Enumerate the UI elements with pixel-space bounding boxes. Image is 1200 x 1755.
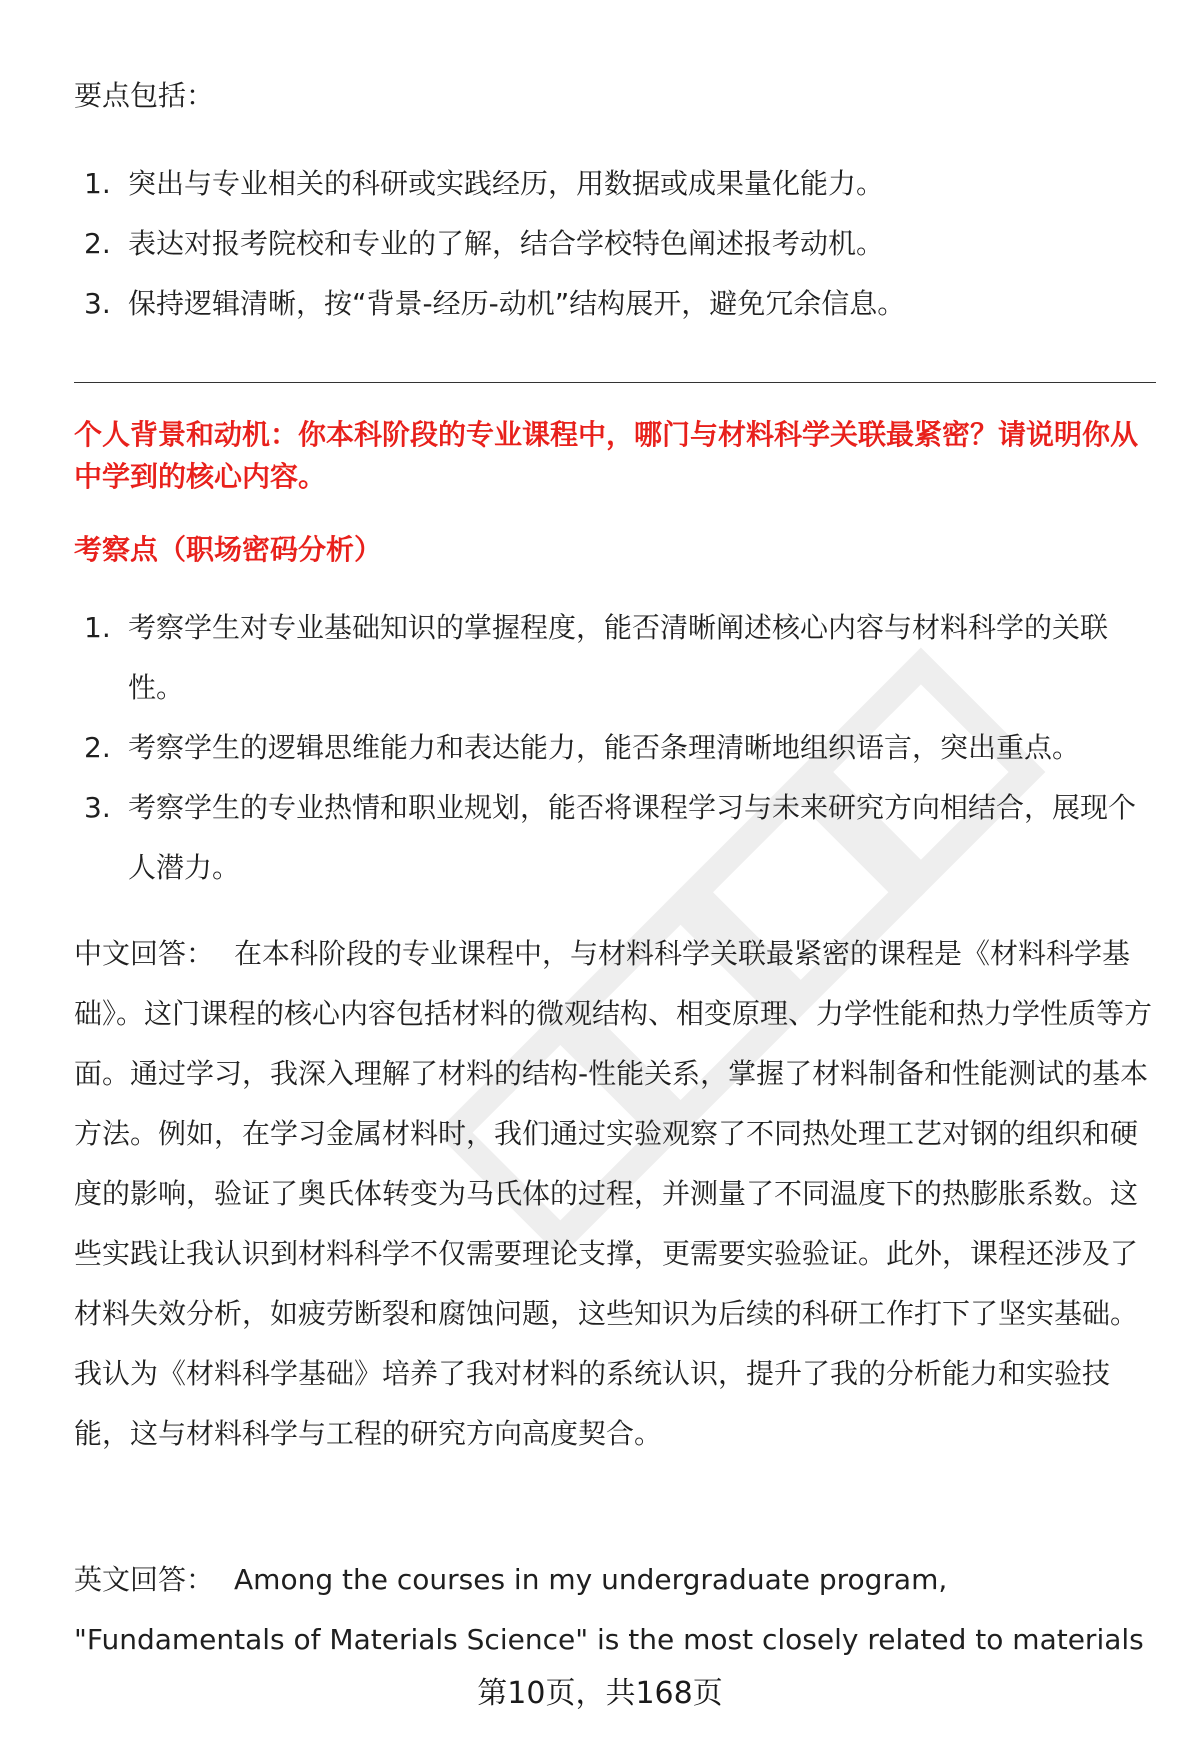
list-text: 突出与专业相关的科研或实践经历，用数据或成果量化能力。	[128, 167, 885, 200]
list-number: 1.	[84, 611, 111, 644]
chinese-answer	[74, 924, 1156, 1464]
list-text: 考察学生的逻辑思维能力和表达能力，能否条理清晰地组织语言，突出重点。	[128, 731, 1081, 764]
list-text: 保持逻辑清晰，按“背景-经历-动机”结构展开，避免冗余信息。	[128, 287, 906, 320]
exam-points-heading: 考察点（职场密码分析）	[74, 533, 383, 566]
list-number: 3.	[84, 287, 111, 320]
list-number: 3.	[84, 791, 111, 824]
chinese-answer-text: 在本科阶段的专业课程中，与材料科学关联最紧密的课程是《材料科学基础》。这门课程的核心内容包括材料的微观结构、相变原理、力学性能和热力学性质等方面。通过学习，我深入理解了材料的结构-性能关系，掌握了材料制备和性能测试的基本方法。例如，在学习金属材料时，我们通过实验观察了不同热处理工艺对钢的组织和硬度的影响，验证了奥氏体转变为马氏体的过程，并测量了不同温度下的热膨胀系数。这些实践让我认识到材料科学不仅需要理论支撑，更需要实验验证。此外，课程还涉及了材料失效分析，如疲劳断裂和腐蚀问题，这些知识为后续的科研工作打下了坚实基础。我认为《材料科学基础》培养了我对材料的系统认识，提升了我的分析能力和实验技能，这与材料科学与工程的研究方向高度契合。	[74, 937, 1153, 1450]
list-text: 表达对报考院校和专业的了解，结合学校特色阐述报考动机。	[128, 227, 885, 260]
chinese-answer-label: 中文回答：	[74, 937, 215, 970]
page-footer: 第10页，共168页	[477, 1676, 723, 1711]
intro-text: 要点包括：	[74, 79, 215, 112]
english-answer-text: Among the courses in my undergraduate program, "Fundamentals of Materials Science" is the most closely related to materials	[74, 1563, 1144, 1656]
section-divider	[74, 382, 1156, 383]
exam-points-list	[74, 598, 1156, 898]
list-item	[74, 778, 1156, 898]
list-item	[74, 718, 1156, 778]
list-number: 1.	[84, 167, 111, 200]
document-page	[74, 0, 1156, 1755]
question-heading: 个人背景和动机：你本科阶段的专业课程中，哪门与材料科学关联最紧密？请说明你从中学到的核心内容。	[74, 418, 1139, 493]
list-item	[74, 154, 1156, 214]
list-text: 考察学生对专业基础知识的掌握程度，能否清晰阐述核心内容与材料科学的关联性。	[128, 611, 1109, 704]
english-answer	[74, 1550, 1156, 1670]
list-item	[74, 214, 1156, 274]
english-answer-label: 英文回答：	[74, 1563, 215, 1596]
list-item	[74, 274, 1156, 334]
list-number: 2.	[84, 227, 111, 260]
list-item	[74, 598, 1156, 718]
list-number: 2.	[84, 731, 111, 764]
list-text: 考察学生的专业热情和职业规划，能否将课程学习与未来研究方向相结合，展现个人潜力。	[128, 791, 1137, 884]
key-points-list	[74, 154, 1156, 334]
